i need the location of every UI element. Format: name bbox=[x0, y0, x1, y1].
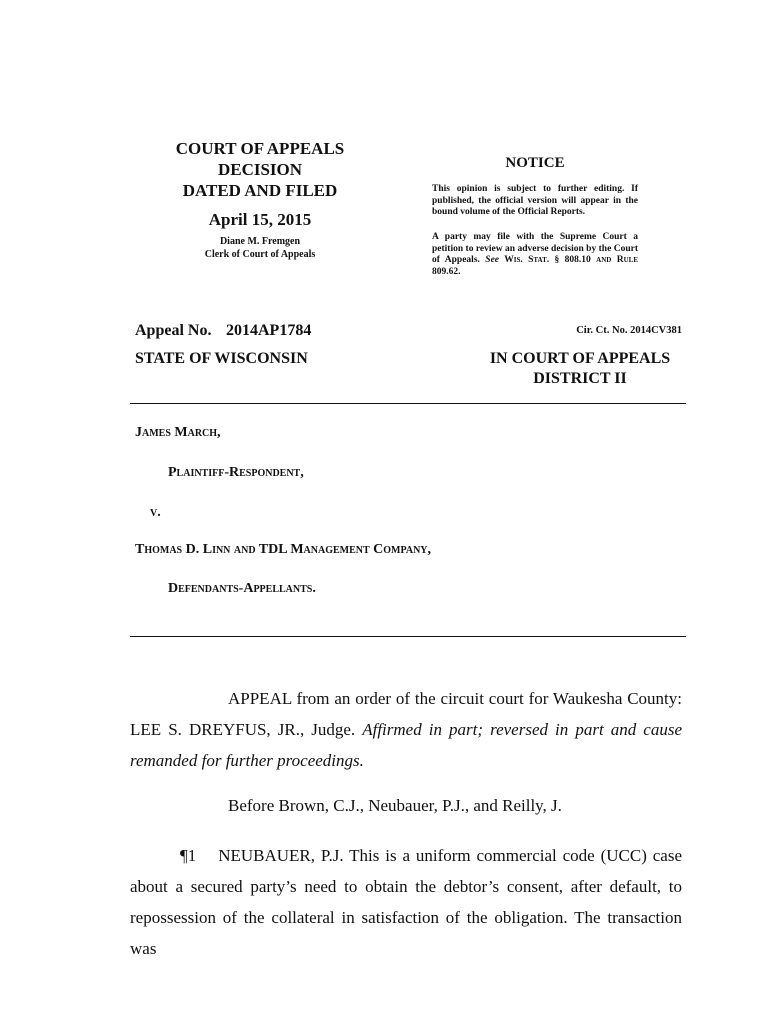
defendant-role: Defendants-Appellants. bbox=[168, 581, 316, 596]
district-name: DISTRICT II bbox=[533, 370, 627, 387]
decision-header bbox=[140, 138, 380, 261]
appeal-label: Appeal No. bbox=[135, 322, 212, 339]
court-line-3: DATED AND FILED bbox=[182, 181, 338, 200]
plaintiff-name: James March, bbox=[135, 425, 221, 440]
appeal-number: 2014AP1784 bbox=[226, 322, 312, 339]
defendant-names: Thomas D. Linn and TDL Management Company, bbox=[135, 542, 432, 557]
court-line-1: COURT OF APPEALS bbox=[175, 139, 345, 158]
appeal-paragraph bbox=[130, 683, 682, 776]
notice-paragraph-2 bbox=[432, 232, 638, 278]
notice-citation: Wis. Stat. § 808.10 and Rule 809.62. bbox=[432, 255, 638, 277]
decision-date: April 15, 2015 bbox=[208, 210, 312, 229]
notice-paragraph-2-text: A party may file with the Supreme Court a petition to review an adverse decision by the Court of Appeals. bbox=[432, 232, 638, 265]
state-name: STATE OF WISCONSIN bbox=[135, 350, 308, 367]
appeal-text: APPEAL from an order of the circuit court for Waukesha County: LEE S. DREYFUS, JR., Judge. bbox=[130, 689, 682, 739]
plaintiff-role: Plaintiff-Respondent, bbox=[168, 465, 304, 480]
notice-see: See bbox=[485, 255, 499, 265]
clerk-title: Clerk of Court of Appeals bbox=[204, 249, 316, 260]
court-line-2: DECISION bbox=[217, 160, 303, 179]
clerk-name: Diane M. Fremgen bbox=[219, 236, 301, 247]
caption-divider-bottom bbox=[130, 636, 686, 637]
disposition-text: Affirmed in part; reversed in part and cause remanded for further proceedings. bbox=[130, 720, 682, 770]
paragraph-number: ¶1 bbox=[180, 846, 197, 865]
paragraph-1-text: NEUBAUER, P.J. This is a uniform commercial code (UCC) case about a secured party’s need to obtain the debtor’s consent, after default, to repossession of the collateral in satisfaction of the obligation. The transaction was bbox=[130, 846, 682, 958]
circuit-court-number: Cir. Ct. No. 2014CV381 bbox=[576, 325, 682, 336]
caption-divider-top bbox=[130, 403, 686, 404]
panel-line: Before Brown, C.J., Neubauer, P.J., and Reilly, J. bbox=[228, 796, 562, 815]
notice-title: NOTICE bbox=[505, 155, 565, 171]
paragraph-1 bbox=[130, 840, 682, 964]
versus-label: v. bbox=[150, 505, 161, 520]
notice-paragraph-1: This opinion is subject to further editing. If published, the official version will appear in the bound volume of the Official Reports. bbox=[432, 184, 638, 217]
court-name: IN COURT OF APPEALS bbox=[489, 350, 671, 367]
